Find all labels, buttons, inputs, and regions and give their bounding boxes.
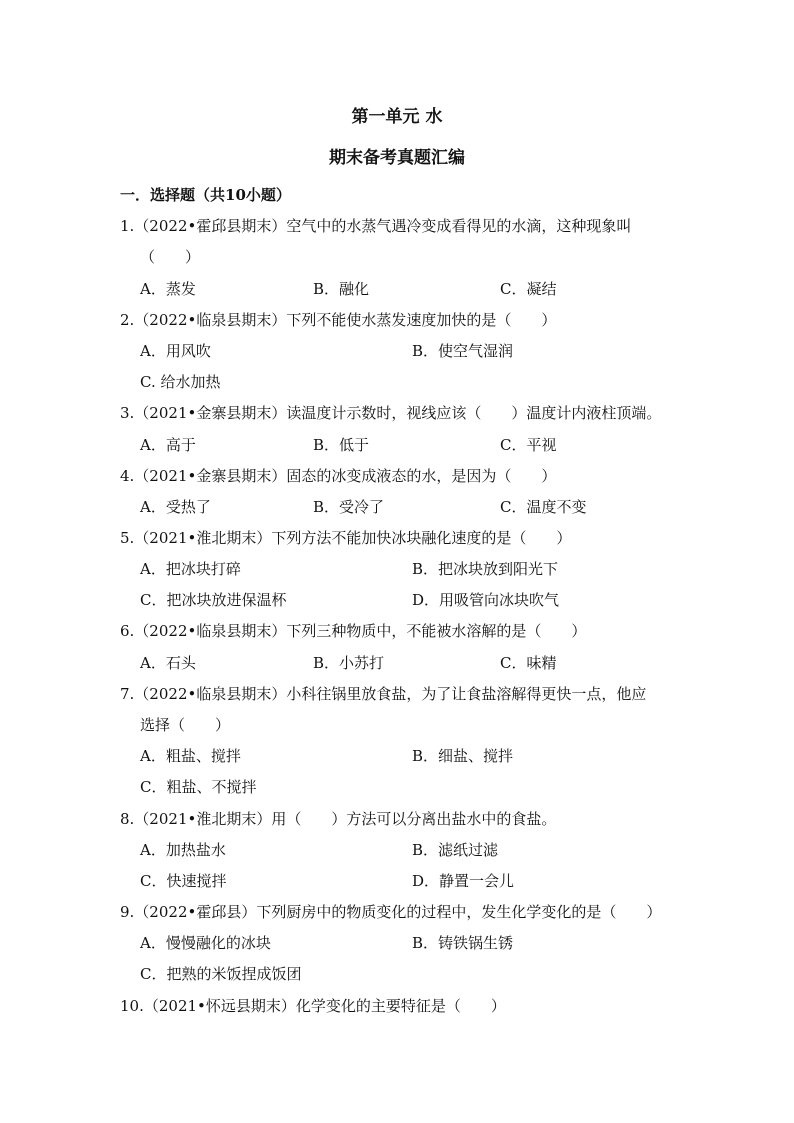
question-5-option-a: A．把冰块打碎 <box>140 560 241 578</box>
unit-title: 第一单元 水 <box>351 107 443 127</box>
question-6-stem: 6.（2022•临泉县期末）下列三种物质中，不能被水溶解的是（ ） <box>120 622 587 640</box>
question-2-option-b: B．使空气湿润 <box>412 342 514 360</box>
question-6-option-c: C．味精 <box>500 654 557 672</box>
question-5-option-c: C．把冰块放进保温杯 <box>140 591 287 609</box>
question-4-option-c: C．温度不变 <box>500 498 587 516</box>
question-8-option-b: B．滤纸过滤 <box>412 841 499 859</box>
question-1-option-a: A．蒸发 <box>140 280 196 298</box>
question-8-stem: 8.（2021•淮北期末）用（ ）方法可以分离出盐水中的食盐。 <box>120 810 557 828</box>
question-1-stem-cont: （ ） <box>140 248 201 266</box>
question-7-stem-cont: 选择（ ） <box>140 716 231 734</box>
question-5-stem: 5.（2021•淮北期末）下列方法不能加快冰块融化速度的是（ ） <box>120 529 572 547</box>
question-8-option-c: C．快速搅拌 <box>140 872 227 890</box>
question-1-option-c: C．凝结 <box>500 280 557 298</box>
question-3-stem: 3.（2021•金寨县期末）读温度计示数时，视线应该（ ）温度计内液柱顶端。 <box>120 404 662 422</box>
question-7-option-a: A．粗盐、搅拌 <box>140 747 241 765</box>
question-9-option-b: B．铸铁锅生锈 <box>412 934 514 952</box>
question-7-option-c: C．粗盐、不搅拌 <box>140 778 257 796</box>
question-3-option-a: A．高于 <box>140 436 196 454</box>
question-4-option-b: B．受冷了 <box>313 498 385 516</box>
question-4-stem: 4.（2021•金寨县期末）固态的冰变成液态的水，是因为（ ） <box>120 467 557 485</box>
question-5-option-b: B．把冰块放到阳光下 <box>412 560 559 578</box>
question-1-option-b: B．融化 <box>313 280 370 298</box>
question-7-stem: 7.（2022•临泉县期末）小科往锅里放食盐，为了让食盐溶解得更快一点，他应 <box>120 685 647 703</box>
question-6-option-a: A．石头 <box>140 654 196 672</box>
page-subtitle: 期末备考真题汇编 <box>329 148 465 168</box>
question-2-option-a: A．用风吹 <box>140 342 211 360</box>
question-6-option-b: B．小苏打 <box>313 654 385 672</box>
section-heading: 一．选择题（共10小题） <box>120 186 291 204</box>
question-4-option-a: A．受热了 <box>140 498 211 516</box>
question-7-option-b: B．细盐、搅拌 <box>412 747 514 765</box>
question-1-stem: 1.（2022•霍邱县期末）空气中的水蒸气遇冷变成看得见的水滴，这种现象叫 <box>120 217 632 235</box>
question-8-option-a: A．加热盐水 <box>140 841 226 859</box>
question-5-option-d: D．用吸管向冰块吹气 <box>412 591 560 609</box>
question-10-stem: 10.（2021•怀远县期末）化学变化的主要特征是（ ） <box>120 997 506 1015</box>
question-3-option-b: B．低于 <box>313 436 370 454</box>
question-2-stem: 2.（2022•临泉县期末）下列不能使水蒸发速度加快的是（ ） <box>120 311 557 329</box>
question-9-option-c: C．把熟的米饭捏成饭团 <box>140 965 302 983</box>
question-2-option-c: C. 给水加热 <box>140 373 221 391</box>
question-9-stem: 9.（2022•霍邱县）下列厨房中的物质变化的过程中，发生化学变化的是（ ） <box>120 903 662 921</box>
question-9-option-a: A．慢慢融化的冰块 <box>140 934 271 952</box>
question-8-option-d: D．静置一会儿 <box>412 872 515 890</box>
question-3-option-c: C．平视 <box>500 436 557 454</box>
